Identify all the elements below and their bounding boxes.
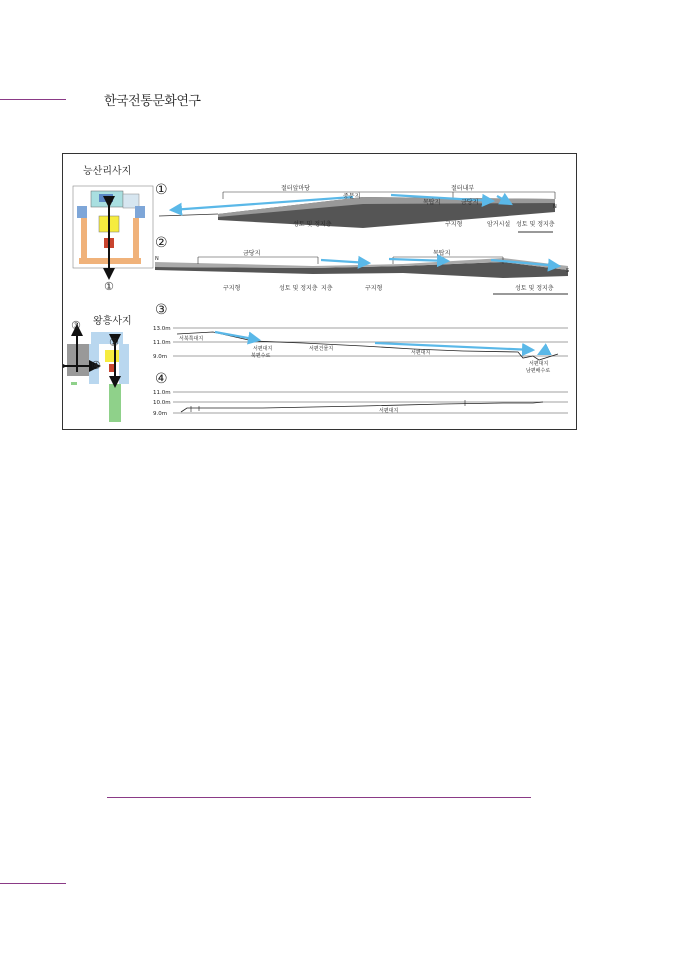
s4-elev-11: 11.0m [153,390,171,396]
s2-s: S [566,268,570,274]
s1-b2: 구지형 [445,221,463,228]
s1-n: N [553,204,557,210]
s2-b5: 성토 및 정지층 [515,285,554,292]
s3-d: 서편건물지 [309,346,334,352]
section-1-number: ① [155,182,168,198]
section-4-number: ④ [155,371,168,387]
section-3-arrow-3 [539,350,547,354]
s3-a: 서북쪽대지 [179,336,204,342]
s1-b1: 성토 및 정지층 [293,221,332,228]
section-3-number: ③ [155,302,168,318]
s3-e: 서편대지 [411,350,431,356]
s3-elev-11: 11.0m [153,340,171,346]
footnote-rule [107,797,531,798]
journal-title: 한국전통문화연구 [104,94,201,109]
site-a-marker: ① [104,280,114,293]
site-a-title: 능산리사지 [83,166,132,177]
s2-b4: 구지형 [365,285,383,292]
s1-l1: 중문지 [343,193,361,200]
s1-l2: 목탑지 [423,199,441,206]
s4-elev-9: 9.0m [153,411,168,417]
s1-l3: 금당지 [461,199,479,206]
footer-rule [0,883,66,884]
s3-c: 북편수로 [251,353,271,359]
section-4-profile [173,392,568,413]
section-2-number: ② [155,235,168,251]
section-3-arrow-1 [215,332,259,340]
s1-top1: 절터앞마당 [281,185,310,192]
site-b-title: 왕흥사지 [93,316,132,327]
s3-g: 남편배수로 [526,368,551,374]
s2-n: N [155,256,159,262]
site-b-plan [65,326,129,422]
s3-b: 서편대지 [253,346,273,352]
s1-b3: 암거시설 [487,221,511,228]
s1-b4: 성토 및 정지층 [516,221,555,228]
header-rule [0,99,66,100]
figure-svg [63,154,578,431]
s3-elev-9: 9.0m [153,354,168,360]
section-3-arrow-2 [375,343,533,350]
section-2-arrow-1 [321,260,369,263]
figure-panel [62,153,577,430]
site-a-plan [73,186,153,278]
s2-b3: 지층 [321,285,333,292]
s4-a: 서편대지 [379,408,399,414]
s4-elev-10: 10.0m [153,400,171,406]
s2-top1: 금당지 [243,250,261,257]
s1-top2: 절터내부 [451,185,475,192]
s3-f: 서편대지 [529,361,549,367]
site-b-marker-3: ③ [71,319,81,332]
s2-top2: 목탑지 [433,250,451,257]
section-2-arrow-2 [389,259,448,261]
site-b-marker-2: ② [109,336,119,349]
s2-b2: 성토 및 정지층 [279,285,318,292]
section-3-profile [173,328,568,360]
site-b-marker-4: ④ [91,359,101,372]
s3-elev-13: 13.0m [153,326,171,332]
s2-b1: 구지형 [223,285,241,292]
